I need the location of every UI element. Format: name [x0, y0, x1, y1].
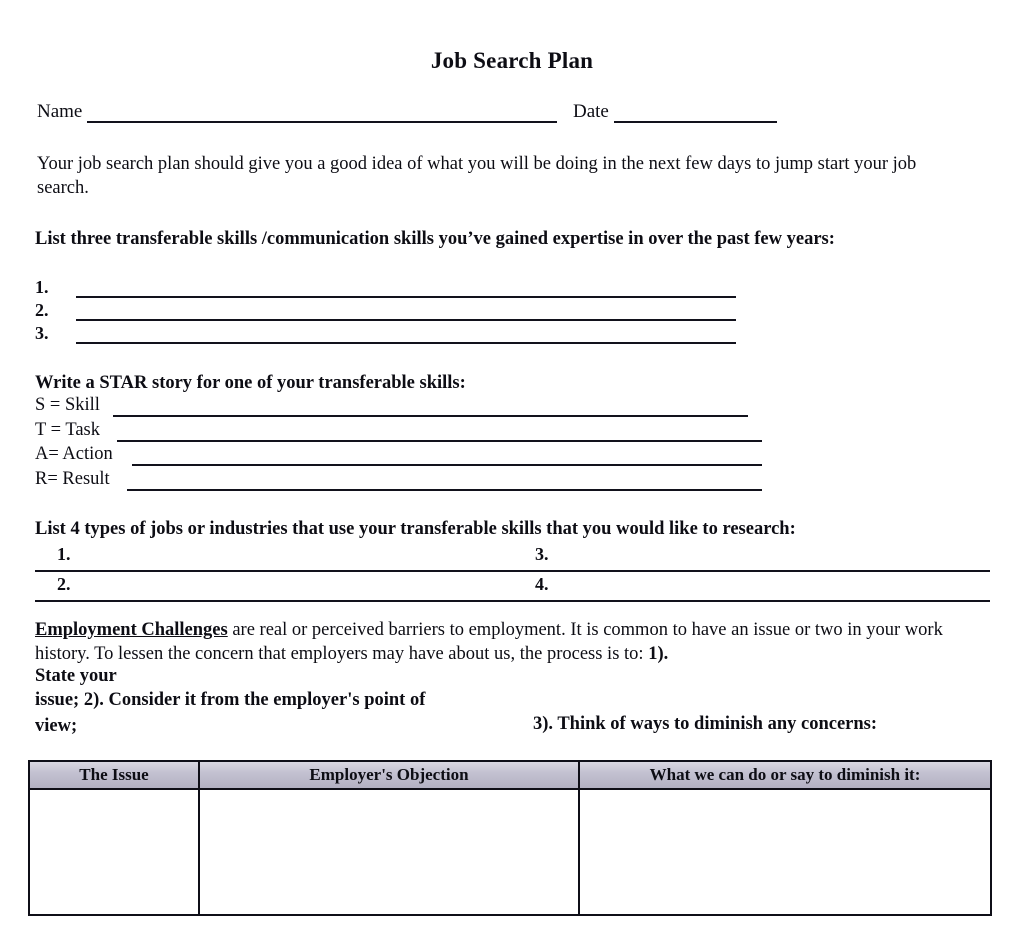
star-label-skill: S = Skill	[35, 395, 100, 415]
intro-paragraph: Your job search plan should give you a good idea of what you will be doing in the next few days to jump start your job search.	[37, 154, 917, 198]
star-section-heading: Write a STAR story for one of your transferable skills:	[35, 373, 466, 393]
types-item-number-3: 3.	[535, 544, 549, 564]
table-row[interactable]	[35, 542, 990, 572]
star-input-line-action[interactable]	[132, 464, 762, 466]
challenges-line-view: view;	[35, 716, 78, 736]
employment-challenges-body: are real or perceived barriers to employment. It is common to have an issue or two in your work history. To lessen the concern that employers may have about us, the process is to:	[35, 620, 943, 664]
challenges-line-issue-step-2: issue; 2). Consider it from the employer's point of	[35, 690, 426, 710]
name-date-row	[37, 101, 987, 125]
types-answer-grid	[35, 542, 990, 602]
skill-item-number: 3.	[35, 323, 49, 343]
issue-objection-table	[28, 760, 992, 916]
list-item	[35, 420, 815, 445]
types-item-number-2: 2.	[57, 574, 71, 594]
cell-diminish[interactable]	[579, 789, 991, 915]
challenges-line-step-3: 3). Think of ways to diminish any concerns:	[533, 714, 878, 734]
list-item	[35, 323, 795, 346]
star-input-line-skill[interactable]	[113, 415, 748, 417]
name-label: Name	[37, 101, 83, 122]
list-item	[35, 444, 815, 469]
table-row	[29, 789, 991, 915]
star-label-result: R= Result	[35, 468, 110, 489]
star-label-action: A= Action	[35, 444, 113, 464]
date-label: Date	[573, 101, 609, 122]
column-header-objection: Employer's Objection	[199, 761, 579, 789]
skill-item-number: 2.	[35, 300, 49, 320]
column-header-issue: The Issue	[29, 761, 199, 789]
employment-challenges-term: Employment Challenges	[35, 620, 228, 640]
employment-challenges-step-1: 1).	[648, 644, 669, 664]
list-item	[35, 469, 815, 494]
cell-objection[interactable]	[199, 789, 579, 915]
date-input-line[interactable]	[614, 121, 777, 123]
types-item-number-1: 1.	[57, 544, 71, 564]
table-header-row	[29, 761, 991, 789]
column-header-diminish: What we can do or say to diminish it:	[579, 761, 991, 789]
skill-input-line-3[interactable]	[76, 342, 736, 344]
skills-answer-list	[35, 277, 795, 346]
list-item	[35, 277, 795, 300]
name-input-line[interactable]	[87, 121, 557, 123]
skills-section-heading: List three transferable skills /communication skills you’ve gained expertise in over the past few years:	[35, 229, 835, 249]
star-input-line-result[interactable]	[127, 489, 762, 491]
list-item	[35, 300, 795, 323]
employment-challenges-paragraph	[35, 618, 960, 666]
star-answer-list	[35, 395, 815, 493]
skill-input-line-1[interactable]	[76, 296, 736, 298]
star-label-task: T = Task	[35, 419, 100, 440]
star-input-line-task[interactable]	[117, 440, 762, 442]
skill-item-number: 1.	[35, 277, 49, 297]
cell-issue[interactable]	[29, 789, 199, 915]
list-item	[35, 395, 815, 420]
skill-input-line-2[interactable]	[76, 319, 736, 321]
types-section-heading: List 4 types of jobs or industries that use your transferable skills that you would like to research:	[35, 519, 796, 539]
table-row[interactable]	[35, 572, 990, 602]
types-item-number-4: 4.	[535, 574, 549, 594]
challenges-line-state-your: State your	[35, 666, 117, 686]
page-title: Job Search Plan	[430, 48, 594, 73]
